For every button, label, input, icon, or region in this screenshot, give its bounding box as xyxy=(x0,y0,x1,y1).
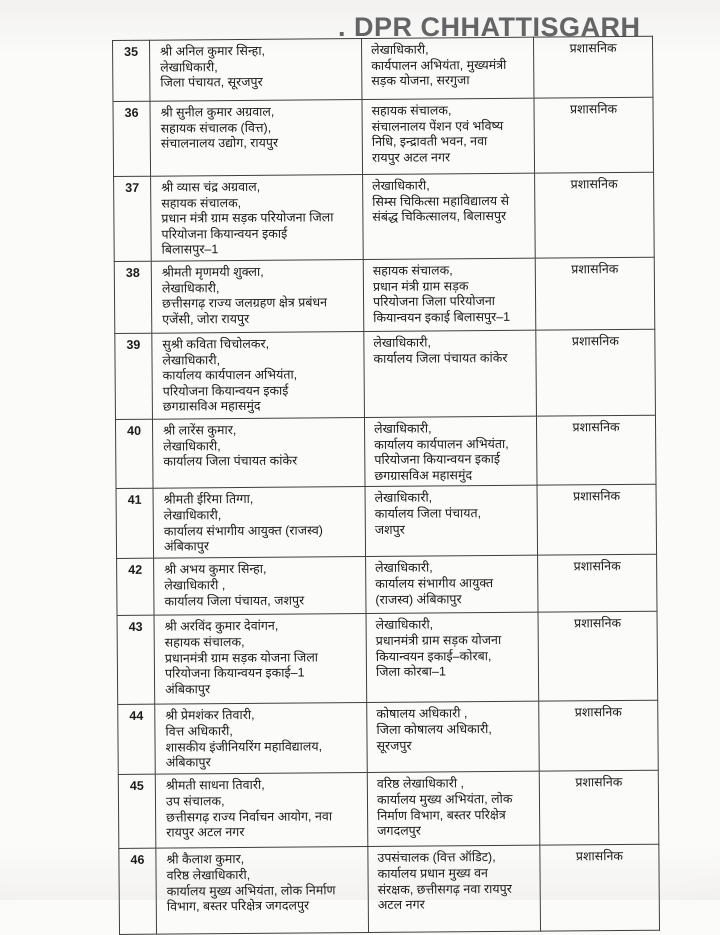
officer-current-cell: श्री अनिल कुमार सिन्हा, लेखाधिकारी, जिला पंचायत, सूरजपुर xyxy=(150,39,362,102)
serial-cell: 43 xyxy=(117,616,155,705)
watermark-header: . DPR CHHATTISGARH xyxy=(338,12,641,42)
serial-cell: 44 xyxy=(118,705,156,775)
category-cell: प्रशासनिक xyxy=(539,701,659,772)
category-cell: प्रशासनिक xyxy=(540,845,660,932)
category-cell: प्रशासनिक xyxy=(536,415,656,485)
officer-current-cell: सुश्री कविता चिचोलकर, लेखाधिकारी, कार्यालय कार्यपालन अभियंता, परियोजना कियान्वयन इकाई छगग्रासविअ महासमुंद xyxy=(152,332,365,420)
officer-current-cell: श्री अभय कुमार सिन्हा, लेखाधिकारी , कार्यालय जिला पंचायत, जशपुर xyxy=(154,557,366,616)
serial-cell: 38 xyxy=(114,261,152,333)
table-row xyxy=(117,555,657,616)
officer-new-cell: लेखाधिकारी, कार्यालय कार्यपालन अभियंता, परियोजना कियान्वयन इकाई छगग्रासविअ महासमुंद xyxy=(364,416,537,487)
officer-current-cell: श्री कैलाश कुमार, वरिष्ठ लेखाधिकारी, कार्यालय मुख्य अभियंता, लोक निर्माण विभाग, बस्तर परिक्षेत्र जगदलपुर xyxy=(156,847,369,935)
table-row xyxy=(115,329,656,419)
category-cell: प्रशासनिक xyxy=(533,36,652,98)
officer-new-cell: लेखाधिकारी, कार्यालय जिला पंचायत कांकेर xyxy=(364,330,537,417)
table-row xyxy=(118,771,659,849)
table-row xyxy=(116,485,657,559)
category-cell: प्रशासनिक xyxy=(538,555,657,613)
officer-current-cell: श्री व्यास चंद्र अग्रवाल, सहायक संचालक, प्रधान मंत्री ग्राम सड़क परियोजना जिला परियोजना कियान्वयन इकाई बिलासपुर–1 xyxy=(151,175,364,262)
officer-new-cell: लेखाधिकारी, कार्यालय संभागीय आयुक्त (राजस्व) अंबिकापुर xyxy=(366,556,538,614)
officer-current-cell: श्री लारेंस कुमार, लेखाधिकारी, कार्यालय जिला पंचायत कांकेर xyxy=(152,417,365,488)
officer-new-cell: वरिष्ठ लेखाधिकारी , कार्यालय मुख्य अभियंता, लोक निर्माण विभाग, बस्तर परिक्षेत्र जगदलपुर xyxy=(367,772,540,847)
serial-cell: 39 xyxy=(115,333,153,419)
serial-cell: 40 xyxy=(115,419,153,489)
officer-new-cell: लेखाधिकारी, कार्यालय जिला पंचायत, जशपुर xyxy=(365,486,538,557)
serial-cell: 37 xyxy=(114,176,152,261)
officer-current-cell: श्री अरविंद कुमार देवांगन, सहायक संचालक, प्रधानमंत्री ग्राम सड़क योजना जिला परियोजना कियान्वयन इकाई–1 अंबिकापुर xyxy=(154,614,367,705)
table-row xyxy=(117,612,658,705)
table-row xyxy=(118,701,659,775)
officer-new-cell: सहायक संचालक, संचालनालय पेंशन एवं भविष्य निधि, इन्द्रावती भवन, नवा रायपुर अटल नगर xyxy=(362,98,535,174)
category-cell: प्रशासनिक xyxy=(536,329,656,416)
serial-cell: 46 xyxy=(119,849,157,935)
category-cell: प्रशासनिक xyxy=(535,257,655,330)
officer-transfer-table xyxy=(112,36,660,935)
category-cell: प्रशासनिक xyxy=(535,172,655,258)
table-row xyxy=(114,172,655,261)
officer-new-cell: उपसंचालक (वित्त ऑडिट), कार्यालय प्रधान मुख्य वन संरक्षक, छत्तीसगढ़ नवा रायपुर अटल नगर xyxy=(368,846,541,933)
table-row xyxy=(119,845,660,935)
officer-new-cell: सहायक संचालक, प्रधान मंत्री ग्राम सड़क परियोजना जिला परियोजना कियान्वयन इकाई बिलासपुर–1 xyxy=(363,258,536,331)
serial-cell: 42 xyxy=(117,559,154,616)
officer-current-cell: श्रीमती मृणमयी शुक्ला, लेखाधिकारी, छत्तीसगढ़ राज्य जलग्रहण क्षेत्र प्रबंधन एजेंसी, जोरा रायपुर xyxy=(151,260,364,334)
officer-current-cell: श्रीमती ईरिमा तिग्गा, लेखाधिकारी, कार्यालय संभागीय आयुक्त (राजस्व) अंबिकापुर xyxy=(153,487,366,559)
officer-new-cell: लेखाधिकारी, प्रधानमंत्री ग्राम सड़क योजना कियान्वयन इकाई–कोरबा, जिला कोरबा–1 xyxy=(366,613,539,703)
serial-cell: 35 xyxy=(113,40,150,101)
officer-new-cell: लेखाधिकारी, कार्यपालन अभियंता, मुख्यमंत्री सड़क योजना, सरगुजा xyxy=(361,37,533,99)
transfer-table-wrapper xyxy=(112,36,660,935)
serial-cell: 45 xyxy=(118,775,156,849)
category-cell: प्रशासनिक xyxy=(534,97,654,173)
officer-new-cell: कोषालय अधिकारी , जिला कोषालय अधिकारी, सूरजपुर xyxy=(367,702,540,773)
table-row xyxy=(113,97,654,176)
category-cell: प्रशासनिक xyxy=(539,771,659,846)
category-cell: प्रशासनिक xyxy=(538,612,658,702)
officer-new-cell: लेखाधिकारी, सिम्स चिकित्सा महाविद्यालय से संबंद्ध चिकित्सालय, बिलासपुर xyxy=(363,173,536,259)
table-row xyxy=(114,257,655,333)
officer-current-cell: श्री प्रेमशंकर तिवारी, वित्त अधिकारी, शासकीय इंजीनियरिंग महाविद्यालय, अंबिकापुर xyxy=(155,703,368,775)
category-cell: प्रशासनिक xyxy=(537,485,657,556)
table-row xyxy=(115,415,656,489)
table-row xyxy=(113,36,653,101)
serial-cell: 36 xyxy=(113,101,151,176)
officer-current-cell: श्रीमती साधना तिवारी, उप संचालक, छत्तीसगढ़ राज्य निर्वाचन आयोग, नवा रायपुर अटल नगर xyxy=(155,773,368,849)
serial-cell: 41 xyxy=(116,489,154,559)
officer-current-cell: श्री सुनील कुमार अग्रवाल, सहायक संचालक (वित्त), संचालनालय उद्योग, रायपुर xyxy=(150,100,363,177)
